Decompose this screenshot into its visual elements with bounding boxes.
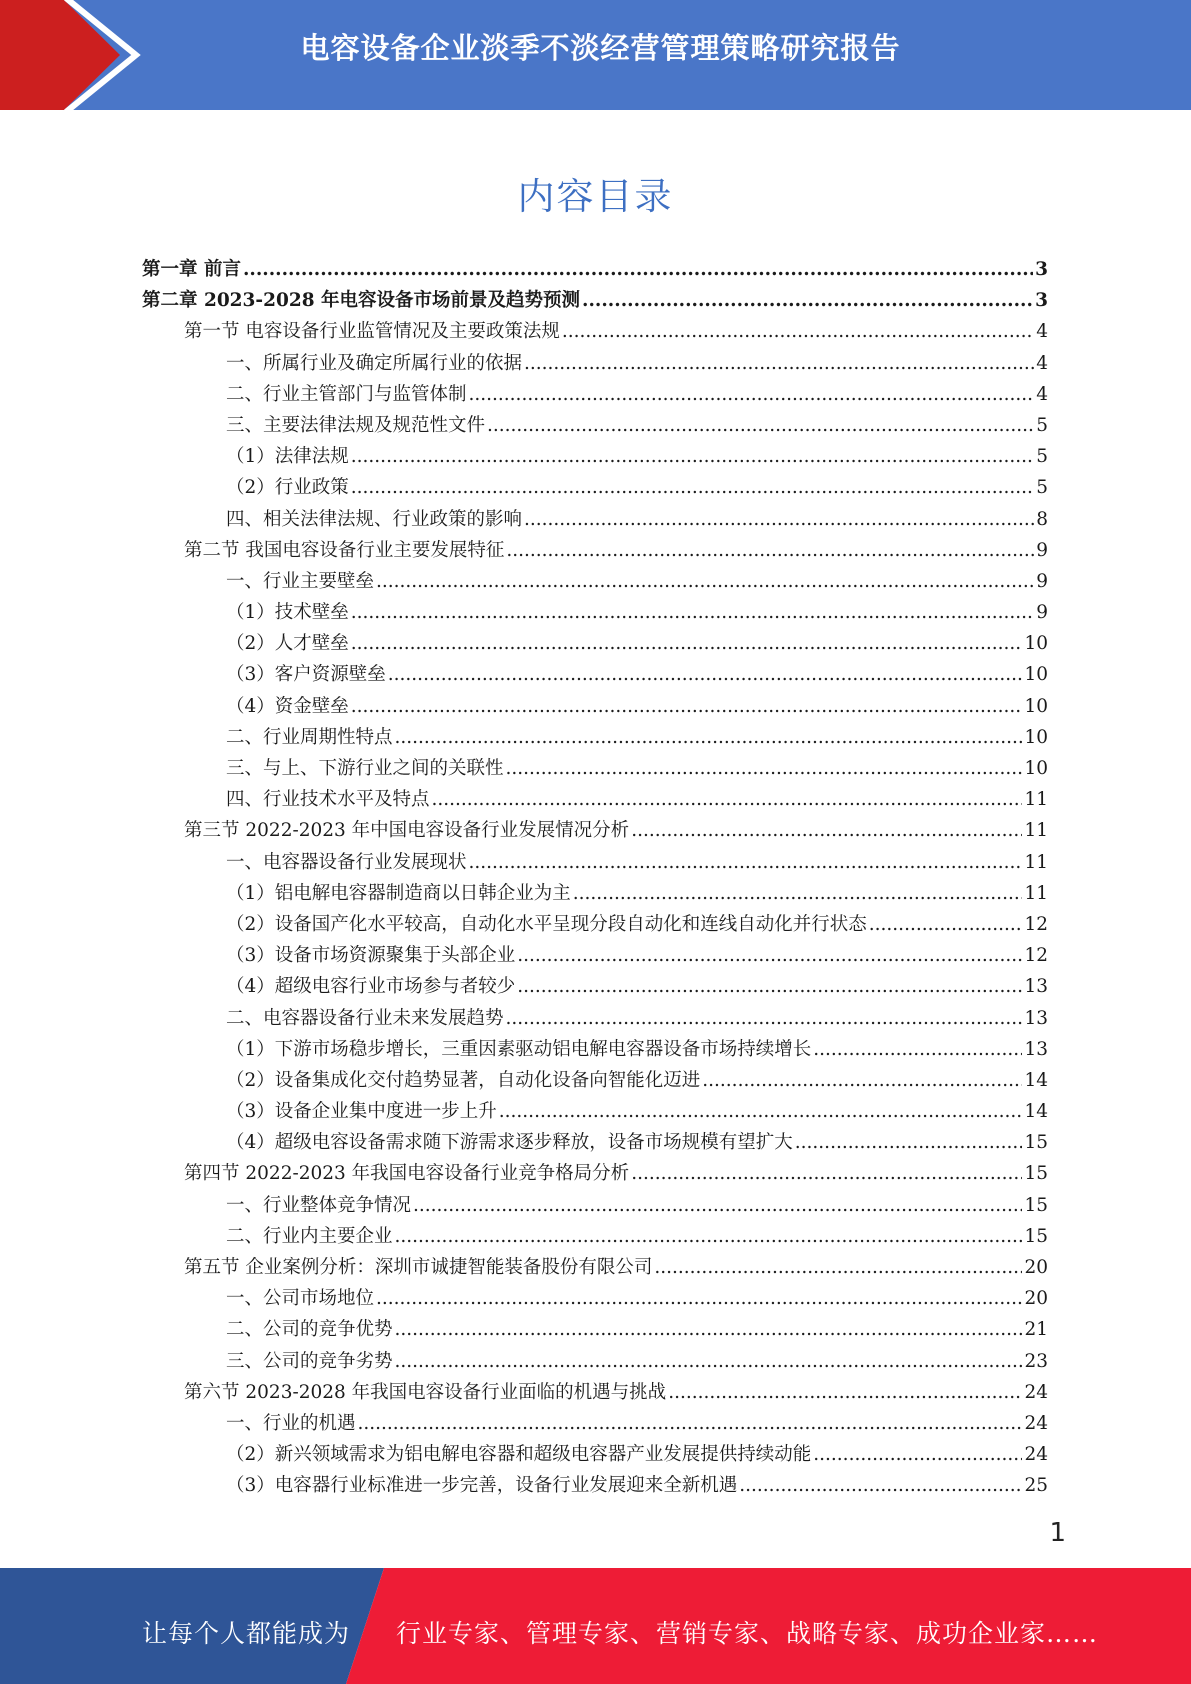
toc-entry-page: 9	[1036, 570, 1048, 592]
toc-entry[interactable]	[142, 691, 1048, 722]
toc-entry-page: 15	[1024, 1194, 1048, 1216]
toc-entry-page: 13	[1024, 1038, 1048, 1060]
toc-dot-leader	[395, 1346, 1023, 1377]
toc-entry-label: （2）新兴领域需求为铝电解电容器和超级电容器产业发展提供持续动能	[226, 1444, 812, 1466]
toc-entry[interactable]	[142, 1470, 1048, 1501]
toc-entry-label: 一、公司市场地位	[226, 1288, 375, 1310]
toc-entry[interactable]	[142, 753, 1048, 784]
toc-entry-label: （4）超级电容行业市场参与者较少	[226, 976, 516, 998]
toc-dot-leader	[388, 659, 1023, 690]
toc-dot-leader	[739, 1470, 1022, 1501]
toc-entry-page: 14	[1024, 1069, 1048, 1091]
toc-entry-page: 5	[1036, 477, 1048, 499]
toc-entry[interactable]	[142, 379, 1048, 410]
toc-entry-page: 11	[1024, 882, 1048, 904]
toc-dot-leader	[432, 784, 1023, 815]
toc-dot-leader	[351, 441, 1034, 472]
toc-entry[interactable]	[142, 1221, 1048, 1252]
toc-entry-label: 一、电容器设备行业发展现状	[226, 851, 467, 873]
toc-entry-page: 12	[1024, 913, 1048, 935]
toc-dot-leader	[487, 410, 1034, 441]
toc-entry[interactable]	[142, 1252, 1048, 1283]
toc-entry-label: 二、行业主管部门与监管体制	[226, 383, 467, 405]
toc-dot-leader	[351, 628, 1023, 659]
toc-entry[interactable]	[142, 1158, 1048, 1189]
toc-entry-page: 12	[1024, 945, 1048, 967]
toc-entry[interactable]	[142, 1003, 1048, 1034]
toc-entry[interactable]	[142, 254, 1048, 285]
toc-entry-label: （1）下游市场稳步增长，三重因素驱动铝电解电容器设备市场持续增长	[226, 1038, 812, 1060]
toc-entry-page: 3	[1035, 290, 1048, 312]
toc-dot-leader	[702, 1065, 1022, 1096]
toc-entry-label: 第二节 我国电容设备行业主要发展特征	[184, 539, 505, 561]
toc-entry[interactable]	[142, 847, 1048, 878]
toc-entry[interactable]	[142, 504, 1048, 535]
toc-dot-leader	[813, 1439, 1022, 1470]
toc-dot-leader	[668, 1377, 1022, 1408]
toc-entry-page: 11	[1024, 851, 1048, 873]
table-of-contents	[142, 254, 1048, 1502]
toc-entry-label: （2）行业政策	[226, 477, 349, 499]
toc-entry[interactable]	[142, 566, 1048, 597]
toc-entry[interactable]	[142, 1127, 1048, 1158]
toc-entry[interactable]	[142, 1096, 1048, 1127]
toc-dot-leader	[351, 597, 1034, 628]
toc-entry-page: 10	[1024, 695, 1048, 717]
toc-entry-page: 24	[1024, 1444, 1048, 1466]
toc-entry-page: 13	[1024, 1007, 1048, 1029]
toc-dot-leader	[517, 971, 1022, 1002]
toc-entry[interactable]	[142, 1377, 1048, 1408]
toc-dot-leader	[395, 1221, 1023, 1252]
toc-entry-label: 第四节 2022-2023 年我国电容设备行业竞争格局分析	[184, 1163, 630, 1185]
toc-entry[interactable]	[142, 971, 1048, 1002]
toc-dot-leader	[506, 1003, 1023, 1034]
toc-entry[interactable]	[142, 1065, 1048, 1096]
toc-dot-leader	[376, 1283, 1022, 1314]
toc-entry-page: 15	[1024, 1132, 1048, 1154]
toc-entry[interactable]	[142, 628, 1048, 659]
toc-entry-page: 24	[1024, 1412, 1048, 1434]
toc-dot-leader	[654, 1252, 1022, 1283]
toc-dot-leader	[506, 753, 1023, 784]
toc-entry-page: 15	[1024, 1225, 1048, 1247]
toc-entry[interactable]	[142, 1346, 1048, 1377]
toc-entry[interactable]	[142, 878, 1048, 909]
toc-entry-label: 一、行业主要壁垒	[226, 570, 375, 592]
toc-entry[interactable]	[142, 722, 1048, 753]
toc-entry-label: 第一节 电容设备行业监管情况及主要政策法规	[184, 321, 560, 343]
toc-dot-leader	[869, 909, 1023, 940]
toc-dot-leader	[469, 847, 1023, 878]
toc-entry-label: 一、行业的机遇	[226, 1412, 356, 1434]
toc-dot-leader	[795, 1127, 1023, 1158]
toc-entry[interactable]	[142, 316, 1048, 347]
toc-entry[interactable]	[142, 784, 1048, 815]
toc-entry-label: 三、公司的竞争劣势	[226, 1350, 393, 1372]
toc-entry-label: 四、行业技术水平及特点	[226, 789, 430, 811]
toc-entry-label: （2）设备国产化水平较高，自动化水平呈现分段自动化和连线自动化并行状态	[226, 913, 867, 935]
toc-entry-label: 二、行业周期性特点	[226, 726, 393, 748]
toc-entry-label: （1）技术壁垒	[226, 602, 349, 624]
toc-entry-page: 20	[1024, 1288, 1048, 1310]
toc-entry-page: 11	[1024, 789, 1048, 811]
toc-dot-leader	[243, 254, 1033, 285]
toc-entry[interactable]	[142, 1034, 1048, 1065]
toc-entry[interactable]	[142, 1314, 1048, 1345]
toc-entry[interactable]	[142, 815, 1048, 846]
toc-entry-page: 4	[1036, 321, 1048, 343]
toc-entry[interactable]	[142, 1439, 1048, 1470]
toc-dot-leader	[395, 1314, 1023, 1345]
toc-entry-page: 23	[1024, 1350, 1048, 1372]
toc-dot-leader	[582, 285, 1033, 316]
toc-entry-label: 三、主要法律法规及规范性文件	[226, 414, 486, 436]
toc-entry-label: （3）客户资源壁垒	[226, 664, 386, 686]
toc-entry-label: 第二章 2023-2028 年电容设备市场前景及趋势预测	[142, 290, 581, 312]
toc-entry-page: 14	[1024, 1101, 1048, 1123]
toc-entry-label: 三、与上、下游行业之间的关联性	[226, 758, 504, 779]
toc-dot-leader	[813, 1034, 1022, 1065]
toc-dot-leader	[631, 1158, 1022, 1189]
toc-dot-leader	[358, 1408, 1023, 1439]
toc-entry-label: 第六节 2023-2028 年我国电容设备行业面临的机遇与挑战	[184, 1381, 667, 1403]
toc-dot-leader	[573, 878, 1023, 909]
toc-entry-page: 4	[1036, 383, 1048, 405]
toc-dot-leader	[506, 535, 1034, 566]
toc-entry-page: 10	[1024, 758, 1048, 779]
report-header-banner	[0, 0, 1191, 110]
toc-entry-label: （4）超级电容设备需求随下游需求逐步释放，设备市场规模有望扩大	[226, 1132, 793, 1154]
page-number: 1	[1049, 1518, 1066, 1548]
footer-banner	[0, 1568, 1191, 1684]
toc-dot-leader	[524, 504, 1034, 535]
toc-entry-label: （3）设备市场资源聚集于头部企业	[226, 945, 516, 967]
toc-dot-leader	[517, 940, 1022, 971]
toc-entry-page: 8	[1036, 508, 1048, 530]
toc-entry[interactable]	[142, 909, 1048, 940]
toc-entry[interactable]	[142, 441, 1048, 472]
toc-entry-label: （2）人才壁垒	[226, 633, 349, 655]
toc-entry-label: 第五节 企业案例分析：深圳市诚捷智能装备股份有限公司	[184, 1257, 653, 1278]
toc-dot-leader	[499, 1096, 1023, 1127]
toc-entry-label: （4）资金壁垒	[226, 695, 349, 717]
toc-entry[interactable]	[142, 597, 1048, 628]
toc-dot-leader	[376, 566, 1034, 597]
toc-entry[interactable]	[142, 535, 1048, 566]
toc-dot-leader	[395, 722, 1023, 753]
toc-entry[interactable]	[142, 1283, 1048, 1314]
toc-dot-leader	[413, 1190, 1022, 1221]
toc-entry-label: （3）设备企业集中度进一步上升	[226, 1101, 497, 1123]
toc-entry-label: 二、行业内主要企业	[226, 1225, 393, 1247]
toc-entry-page: 24	[1024, 1381, 1048, 1403]
toc-entry-page: 15	[1024, 1163, 1048, 1185]
toc-entry-label: 一、行业整体竞争情况	[226, 1194, 412, 1216]
toc-entry-page: 13	[1024, 976, 1048, 998]
toc-dot-leader	[351, 691, 1023, 722]
toc-entry-page: 10	[1024, 726, 1048, 748]
toc-entry-page: 11	[1024, 820, 1048, 842]
toc-entry-page: 4	[1036, 352, 1048, 374]
toc-entry-label: 第一章 前言	[142, 259, 241, 280]
toc-entry[interactable]	[142, 940, 1048, 971]
report-title: 电容设备企业淡季不淡经营管理策略研究报告	[300, 31, 901, 65]
toc-entry-page: 20	[1024, 1257, 1048, 1278]
toc-entry-label: （1）法律法规	[226, 446, 349, 468]
toc-entry-label: 第三节 2022-2023 年中国电容设备行业发展情况分析	[184, 820, 630, 842]
toc-entry[interactable]	[142, 1408, 1048, 1439]
toc-entry[interactable]	[142, 1190, 1048, 1221]
toc-heading: 内容目录	[517, 175, 674, 218]
toc-entry-label: 二、电容器设备行业未来发展趋势	[226, 1007, 504, 1029]
toc-entry[interactable]	[142, 410, 1048, 441]
footer-slogan-right: 行业专家、管理专家、营销专家、战略专家、成功企业家……	[396, 1619, 1099, 1648]
toc-entry[interactable]	[142, 285, 1048, 316]
toc-entry-page: 9	[1036, 539, 1048, 561]
toc-entry-page: 21	[1024, 1319, 1048, 1341]
toc-dot-leader	[351, 472, 1034, 503]
toc-entry-label: 二、公司的竞争优势	[226, 1319, 393, 1341]
toc-entry-page: 10	[1024, 664, 1048, 686]
toc-entry-page: 3	[1035, 259, 1048, 280]
toc-dot-leader	[469, 379, 1035, 410]
toc-entry-page: 5	[1036, 446, 1048, 468]
footer-slogan-left: 让每个人都能成为	[142, 1619, 351, 1648]
toc-entry-label: （3）电容器行业标准进一步完善，设备行业发展迎来全新机遇	[226, 1475, 738, 1497]
toc-entry-label: （1）铝电解电容器制造商以日韩企业为主	[226, 882, 571, 904]
toc-entry[interactable]	[142, 348, 1048, 379]
toc-entry[interactable]	[142, 472, 1048, 503]
toc-entry-page: 5	[1036, 414, 1048, 436]
toc-dot-leader	[524, 348, 1034, 379]
toc-entry-page: 25	[1024, 1475, 1048, 1497]
toc-entry[interactable]	[142, 659, 1048, 690]
toc-entry-label: （2）设备集成化交付趋势显著，自动化设备向智能化迈进	[226, 1069, 701, 1091]
toc-entry-label: 一、所属行业及确定所属行业的依据	[226, 352, 523, 374]
toc-entry-label: 四、相关法律法规、行业政策的影响	[226, 508, 523, 530]
toc-entry-page: 9	[1036, 602, 1048, 624]
toc-entry-page: 10	[1024, 633, 1048, 655]
toc-dot-leader	[631, 815, 1022, 846]
toc-dot-leader	[562, 316, 1034, 347]
